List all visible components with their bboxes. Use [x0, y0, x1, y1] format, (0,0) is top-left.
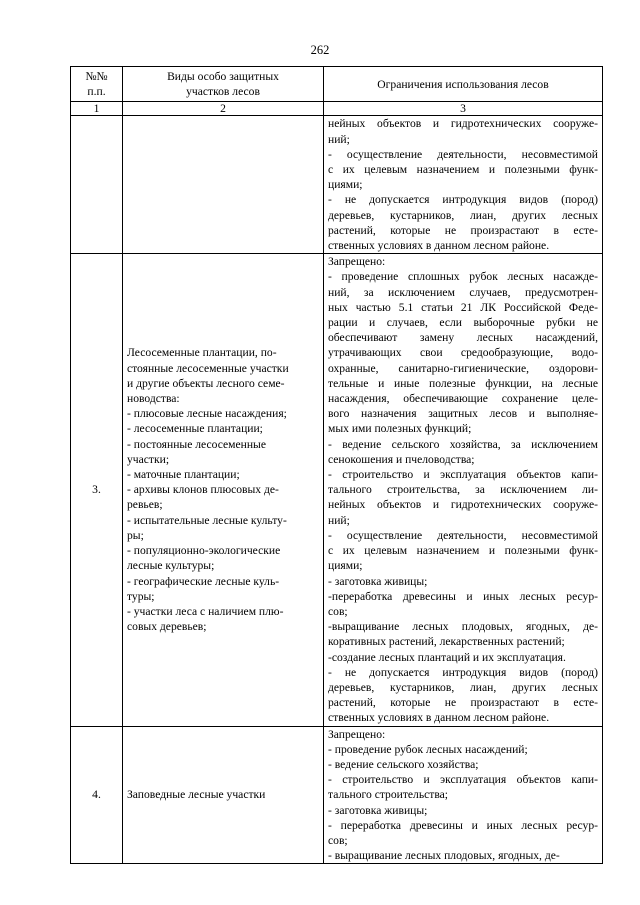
- kind-line: участки;: [127, 452, 170, 466]
- limits-line: циями;: [328, 178, 363, 192]
- limits-line: рации и случаев, если выборочные рубки не: [328, 316, 598, 330]
- limits-line: - проведение рубок лесных насаждений;: [328, 742, 528, 756]
- kind-line: ревьев;: [127, 498, 163, 512]
- limits-line: ний;: [328, 132, 350, 146]
- kind-line: - архивы клонов плюсовых де-: [127, 483, 279, 497]
- kind-line: и другие объекты лесного семе-: [127, 376, 285, 390]
- limits-line: мых ими полезных функций;: [328, 422, 472, 436]
- limits-line: - проведение сплошных рубок лесных насажде-: [328, 270, 598, 284]
- row-number: 3.: [71, 254, 123, 726]
- limits-line: - ведение сельского хозяйства;: [328, 757, 479, 771]
- kind-line: ры;: [127, 528, 144, 542]
- limits-line: циями;: [328, 559, 363, 573]
- column-index: 1: [71, 102, 123, 116]
- limits-line: нейных объектов и гидротехнических сооруже-: [328, 117, 598, 131]
- row-kind: [123, 116, 324, 254]
- limits-line: охранные, санитарно-гигиенические, оздорови-: [328, 361, 598, 375]
- limits-line: обеспечивают замену лесных насаждений,: [328, 331, 598, 345]
- column-index: 3: [324, 102, 603, 116]
- limits-line: утрачивающих свои средообразующие, водо-: [328, 346, 598, 360]
- kind-line: Лесосеменные плантации, по-: [127, 346, 277, 360]
- header-kind-line: участков лесов: [186, 85, 260, 99]
- kind-line: стоянные лесосеменные участки: [127, 361, 289, 375]
- limits-line: сов;: [328, 833, 348, 847]
- table-header-row: [71, 67, 603, 102]
- limits-line: сов;: [328, 604, 348, 618]
- limits-line: тального строительства, за исключением ли-: [328, 483, 598, 497]
- limits-line: ственных условиях в данном лесном районе.: [328, 711, 550, 725]
- header-kind-cell: [123, 67, 324, 102]
- limits-line: с их целевым назначением и полезными функ-: [328, 544, 598, 558]
- table-row: [71, 254, 603, 726]
- kind-line: новодства:: [127, 392, 180, 406]
- limits-line: Запрещено:: [328, 727, 386, 741]
- limits-line: растений, которые не произрастают в есте-: [328, 223, 598, 237]
- limits-line: коративных растений, лекарственных растений;: [328, 635, 565, 649]
- limits-line: сенокошения и пчеловодства;: [328, 452, 475, 466]
- limits-line: - не допускается интродукция видов (пород): [328, 665, 598, 679]
- limits-line: нейных объектов и гидротехнических сооруже-: [328, 498, 598, 512]
- header-limits-cell: Ограничения использования лесов: [324, 67, 603, 102]
- header-number-cell: [71, 67, 123, 102]
- kind-line: - лесосеменные плантации;: [127, 422, 263, 436]
- row-limits: [324, 116, 603, 254]
- limits-line: -переработка древесины и иных лесных ресур-: [328, 589, 598, 603]
- row-kind: [123, 726, 324, 864]
- row-limits: [324, 726, 603, 864]
- limits-line: ственных условиях в данном лесном районе.: [328, 239, 550, 253]
- limits-line: тельные и иные полезные функции, на лесные: [328, 376, 598, 390]
- header-number-line: №№: [85, 70, 108, 83]
- limits-line: - осуществление деятельности, несовместимой: [328, 147, 598, 161]
- limits-line: - переработка древесины и иных лесных ресур-: [328, 818, 598, 832]
- limits-line: - не допускается интродукция видов (пород): [328, 193, 598, 207]
- kind-line: - участки леса с наличием плю-: [127, 604, 284, 618]
- page-number: 262: [310, 43, 330, 57]
- limits-line: насаждения, обеспечивающие сохранение целе-: [328, 392, 598, 406]
- kind-line: - популяционно-экологические: [127, 544, 281, 558]
- limits-line: с их целевым назначением и полезными функ-: [328, 163, 598, 177]
- row-number: 4.: [71, 726, 123, 864]
- header-kind-line: Виды особо защитных: [167, 70, 279, 83]
- column-index-row: [71, 102, 603, 116]
- limits-line: ний;: [328, 513, 350, 527]
- row-kind: [123, 254, 324, 726]
- limits-line: растений, которые не произрастают в есте-: [328, 696, 598, 710]
- limits-line: вого назначения защитных лесов и выполняе-: [328, 407, 598, 421]
- kind-line: - испытательные лесные культу-: [127, 513, 287, 527]
- limits-line: тального строительства;: [328, 788, 449, 802]
- header-number-line: п.п.: [87, 85, 106, 99]
- limits-line: - заготовка живицы;: [328, 574, 428, 588]
- kind-line: - маточные плантации;: [127, 468, 240, 482]
- kind-line: совых деревьев;: [127, 620, 207, 634]
- limits-line: ных частью 5.1 статьи 21 ЛК Российской Феде-: [328, 300, 598, 314]
- kind-line: - географические лесные куль-: [127, 574, 280, 588]
- limits-line: -выращивание лесных плодовых, ягодных, де-: [328, 620, 598, 634]
- limits-line: - осуществление деятельности, несовместимой: [328, 528, 598, 542]
- kind-line: Заповедные лесные участки: [127, 788, 266, 802]
- limits-line: - выращивание лесных плодовых, ягодных, де-: [328, 849, 560, 863]
- kind-line: туры;: [127, 589, 155, 603]
- table-row: [71, 726, 603, 864]
- limits-line: ний, за исключением случаев, предусмотрен-: [328, 285, 598, 299]
- limits-line: - строительство и эксплуатация объектов капи-: [328, 468, 598, 482]
- row-limits: [324, 254, 603, 726]
- limits-line: Запрещено:: [328, 255, 386, 269]
- limits-line: деревьев, кустарников, лиан, других лесных: [328, 208, 598, 222]
- limits-line: - строительство и эксплуатация объектов капи-: [328, 773, 598, 787]
- table-row: [71, 116, 603, 254]
- column-index: 2: [123, 102, 324, 116]
- limits-line: деревьев, кустарников, лиан, других лесных: [328, 680, 598, 694]
- row-number: [71, 116, 123, 254]
- forest-restrictions-table: [70, 66, 603, 864]
- kind-line: лесные культуры;: [127, 559, 215, 573]
- kind-line: - плюсовые лесные насаждения;: [127, 407, 287, 421]
- kind-line: - постоянные лесосеменные: [127, 437, 266, 451]
- limits-line: - заготовка живицы;: [328, 803, 428, 817]
- limits-line: - ведение сельского хозяйства, за исключением: [328, 437, 598, 451]
- limits-line: -создание лесных плантаций и их эксплуатация.: [328, 650, 566, 664]
